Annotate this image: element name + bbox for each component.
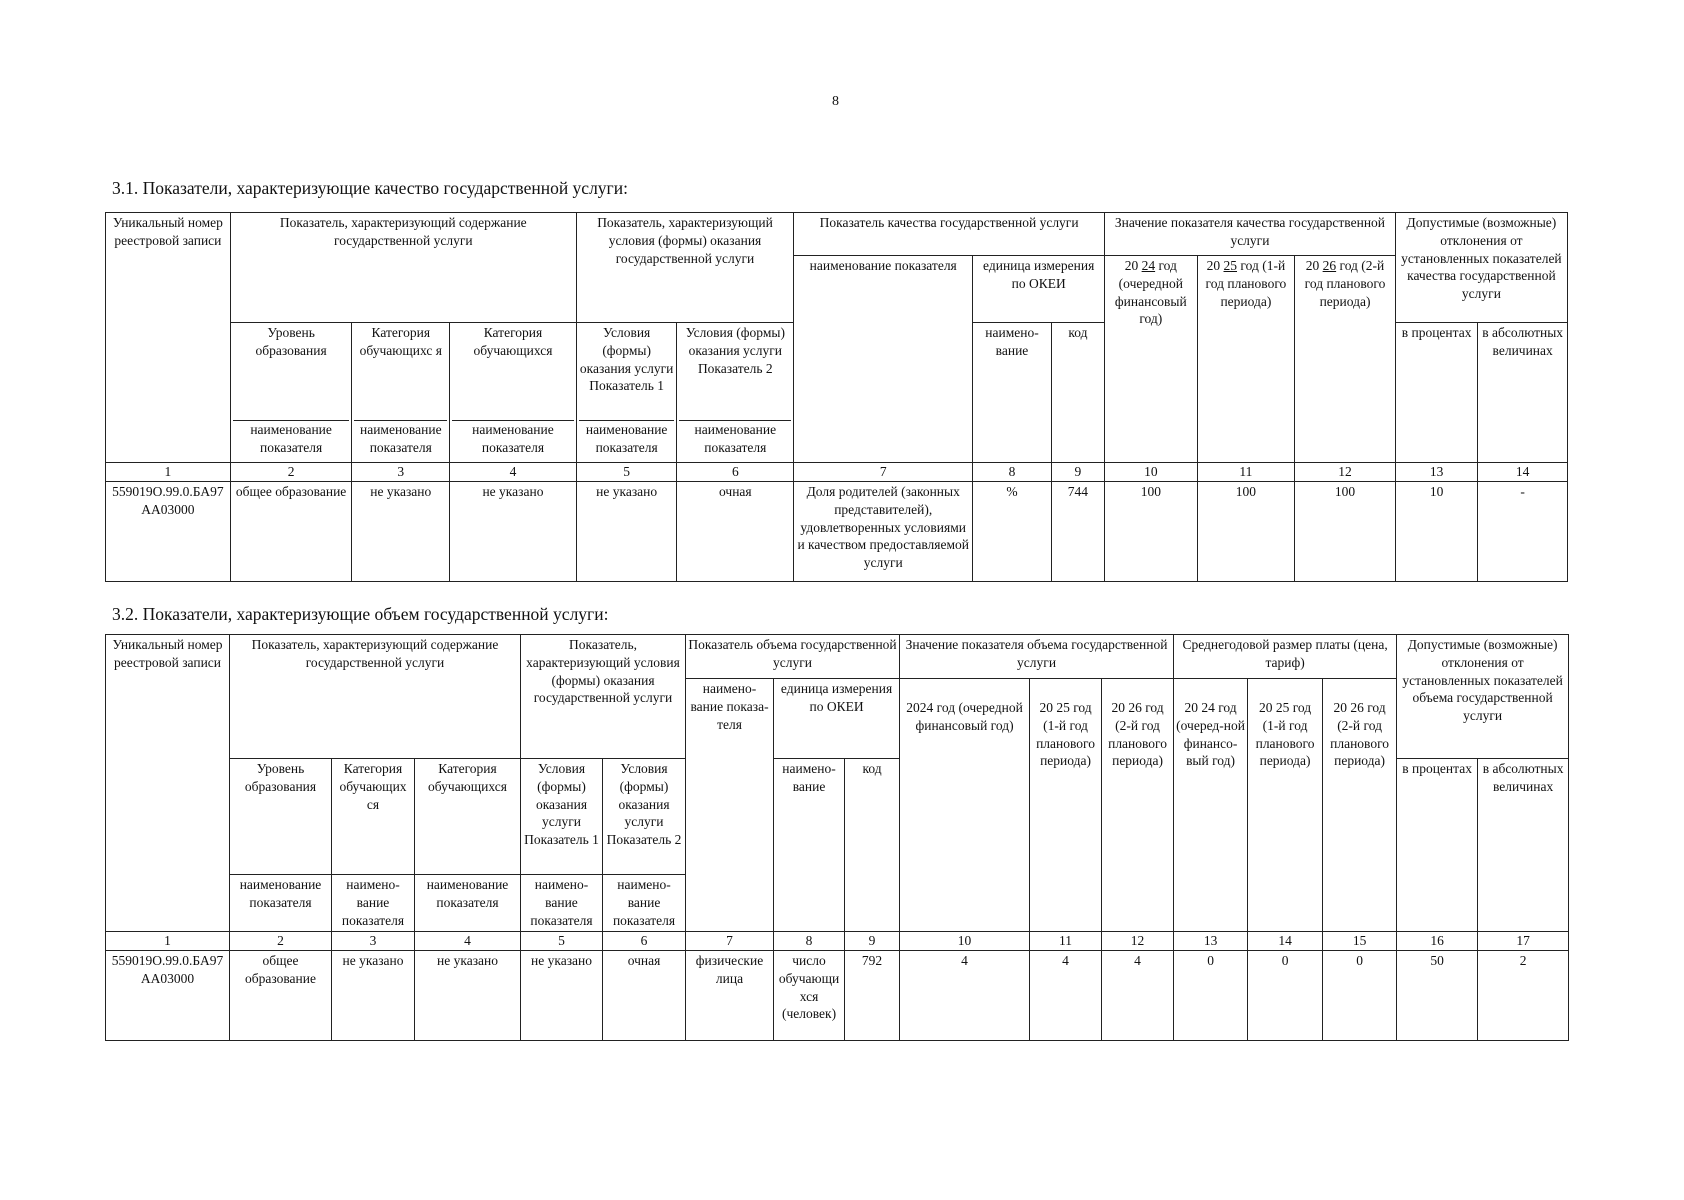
column-number: 3 [352, 463, 450, 482]
cell-unit-name: число обучающихся (человек) [774, 951, 845, 1041]
header-deviation-absolute: в абсолютных величинах [1478, 323, 1568, 463]
header-year-2026: 20 26 год (2-й год планового периода) [1295, 256, 1396, 463]
header-conditions-indicator: Показатель, характеризующий условия (формы) оказания государственной услуги [521, 635, 686, 759]
header-fee-year-2024: 20 24 год (очеред-ной финансо-вый год) [1174, 679, 1248, 932]
quality-indicators-table [105, 212, 1568, 582]
header-value-year-2026: 20 26 год (2-й год планового периода) [1102, 679, 1174, 932]
header-quality-indicator: Показатель качества государственной услуги [794, 213, 1105, 256]
header-value-year-2024: 2024 год (очередной финансовый год) [900, 679, 1030, 932]
cell-education-level: общее образование [230, 482, 352, 582]
header-deviation-percent: в процентах [1397, 759, 1478, 932]
header-unit-name: наимено-вание [973, 323, 1051, 463]
column-number: 3 [332, 932, 415, 951]
cell-condition-1: не указано [576, 482, 677, 582]
cell-student-category: не указано [415, 951, 521, 1041]
column-number: 8 [973, 463, 1051, 482]
column-number: 12 [1295, 463, 1396, 482]
header-fee-year-2026: 20 26 год (2-й год планового периода) [1323, 679, 1397, 932]
header-content-indicator: Показатель, характеризующий содержание государственной услуги [230, 213, 576, 323]
cell-condition-2: очная [677, 482, 794, 582]
subheader-condition-2: Условия (формы) оказания услуги Показатель 2 наименование показателя [677, 323, 794, 463]
subheader-indicator-name: наимено-вание показателя [603, 875, 686, 932]
cell-unit-code: 744 [1051, 482, 1104, 582]
subheader-education-level: Уровень образования [230, 759, 332, 875]
column-number: 10 [900, 932, 1030, 951]
column-number: 13 [1174, 932, 1248, 951]
cell-deviation-percent: 10 [1395, 482, 1478, 582]
column-number: 14 [1248, 932, 1323, 951]
column-number: 4 [450, 463, 577, 482]
subheader-condition-1: Условия (формы) оказания услуги Показатель 1 [521, 759, 603, 875]
column-number-row [106, 932, 1569, 951]
header-deviation: Допустимые (возможные) отклонения от установленных показателей качества государственной услуги [1395, 213, 1567, 323]
column-number: 15 [1323, 932, 1397, 951]
subheader-condition-2: Условия (формы) оказания услуги Показатель 2 [603, 759, 686, 875]
cell-condition-1: не указано [521, 951, 603, 1041]
column-number: 1 [106, 463, 231, 482]
subheader-condition-1: Условия (формы) оказания услуги Показатель 1 наименование показателя [576, 323, 677, 463]
cell-deviation-absolute: - [1478, 482, 1568, 582]
header-row [106, 635, 1569, 679]
column-number-row [106, 463, 1568, 482]
section-title-volume: 3.2. Показатели, характеризующие объем государственной услуги: [112, 604, 609, 624]
subheader-indicator-name: наимено-вание показателя [332, 875, 415, 932]
header-row [106, 213, 1568, 256]
column-number: 11 [1030, 932, 1102, 951]
column-number: 6 [603, 932, 686, 951]
cell-condition-2: очная [603, 951, 686, 1041]
column-number: 13 [1395, 463, 1478, 482]
cell-deviation-percent: 50 [1397, 951, 1478, 1041]
header-deviation-percent: в процентах [1395, 323, 1478, 463]
subheader-indicator-name: наименование показателя [415, 875, 521, 932]
subheader-student-category: Категория обучающихс я наименование показателя [352, 323, 450, 463]
cell-indicator-name: Доля родителей (законных представителей), удовлетворенных условиями и качеством предоставляемой услуги [794, 482, 973, 582]
column-number: 9 [1051, 463, 1104, 482]
volume-indicators-table [105, 634, 1569, 1041]
column-number: 2 [230, 932, 332, 951]
page-number: 8 [832, 94, 839, 109]
header-volume-value: Значение показателя объема государственной услуги [900, 635, 1174, 679]
cell-value-2026: 4 [1102, 951, 1174, 1041]
cell-unit-name: % [973, 482, 1051, 582]
cell-deviation-absolute: 2 [1478, 951, 1569, 1041]
subheader-indicator-name: наимено-вание показателя [521, 875, 603, 932]
column-number: 8 [774, 932, 845, 951]
table-row [106, 951, 1569, 1041]
header-content-indicator: Показатель, характеризующий содержание государственной услуги [230, 635, 521, 759]
header-value-year-2025: 20 25 год (1-й год планового периода) [1030, 679, 1102, 932]
column-number: 16 [1397, 932, 1478, 951]
subheader-student-category: Категория обучающихся наименование показателя [450, 323, 577, 463]
header-fee: Среднегодовой размер платы (цена, тариф) [1174, 635, 1397, 679]
cell-registry-number: 559019О.99.0.БА97АА03000 [106, 951, 230, 1041]
cell-unit-code: 792 [845, 951, 900, 1041]
column-number: 12 [1102, 932, 1174, 951]
header-unit-okei: единица измерения по ОКЕИ [774, 679, 900, 759]
header-unit-name: наимено-вание [774, 759, 845, 932]
column-number: 5 [521, 932, 603, 951]
subheader-education-level: Уровень образования наименование показателя [230, 323, 352, 463]
column-number: 10 [1105, 463, 1198, 482]
header-volume-indicator: Показатель объема государственной услуги [686, 635, 900, 679]
column-number: 11 [1197, 463, 1295, 482]
column-number: 4 [415, 932, 521, 951]
cell-value-2024: 4 [900, 951, 1030, 1041]
table-row [106, 482, 1568, 582]
header-year-2024: 20 24 год (очередной финансовый год) [1105, 256, 1198, 463]
cell-fee-2024: 0 [1174, 951, 1248, 1041]
subheader-indicator-name: наименование показателя [230, 875, 332, 932]
cell-value-2025: 4 [1030, 951, 1102, 1041]
header-indicator-name: наимено-вание показа-теля [686, 679, 774, 932]
column-number: 7 [794, 463, 973, 482]
header-conditions-indicator: Показатель, характеризующий условия (формы) оказания государственной услуги [576, 213, 793, 323]
column-number: 9 [845, 932, 900, 951]
subheader-student-category: Категория обучающихся [415, 759, 521, 875]
header-deviation-absolute: в абсолютных величинах [1478, 759, 1569, 932]
subheader-student-category: Категория обучающих ся [332, 759, 415, 875]
header-quality-value: Значение показателя качества государственной услуги [1105, 213, 1396, 256]
cell-student-category: не указано [332, 951, 415, 1041]
cell-education-level: общее образование [230, 951, 332, 1041]
column-number: 14 [1478, 463, 1568, 482]
cell-indicator-name: физические лица [686, 951, 774, 1041]
header-unique-number: Уникальный номер реестровой записи [106, 213, 231, 463]
cell-student-category: не указано [352, 482, 450, 582]
cell-value-2025: 100 [1197, 482, 1295, 582]
column-number: 6 [677, 463, 794, 482]
header-year-2025: 20 25 год (1-й год планового периода) [1197, 256, 1295, 463]
section-title-quality: 3.1. Показатели, характеризующие качество государственной услуги: [112, 178, 628, 198]
column-number: 1 [106, 932, 230, 951]
header-unique-number: Уникальный номер реестровой записи [106, 635, 230, 932]
cell-value-2026: 100 [1295, 482, 1396, 582]
header-unit-okei: единица измерения по ОКЕИ [973, 256, 1105, 323]
header-unit-code: код [1051, 323, 1104, 463]
cell-fee-2026: 0 [1323, 951, 1397, 1041]
column-number: 5 [576, 463, 677, 482]
header-fee-year-2025: 20 25 год (1-й год планового периода) [1248, 679, 1323, 932]
header-deviation: Допустимые (возможные) отклонения от установленных показателей объема государственной услуги [1397, 635, 1569, 759]
cell-registry-number: 559019О.99.0.БА97АА03000 [106, 482, 231, 582]
column-number: 2 [230, 463, 352, 482]
cell-value-2024: 100 [1105, 482, 1198, 582]
cell-student-category: не указано [450, 482, 577, 582]
column-number: 7 [686, 932, 774, 951]
cell-fee-2025: 0 [1248, 951, 1323, 1041]
header-unit-code: код [845, 759, 900, 932]
header-indicator-name: наименование показателя [794, 256, 973, 463]
column-number: 17 [1478, 932, 1569, 951]
